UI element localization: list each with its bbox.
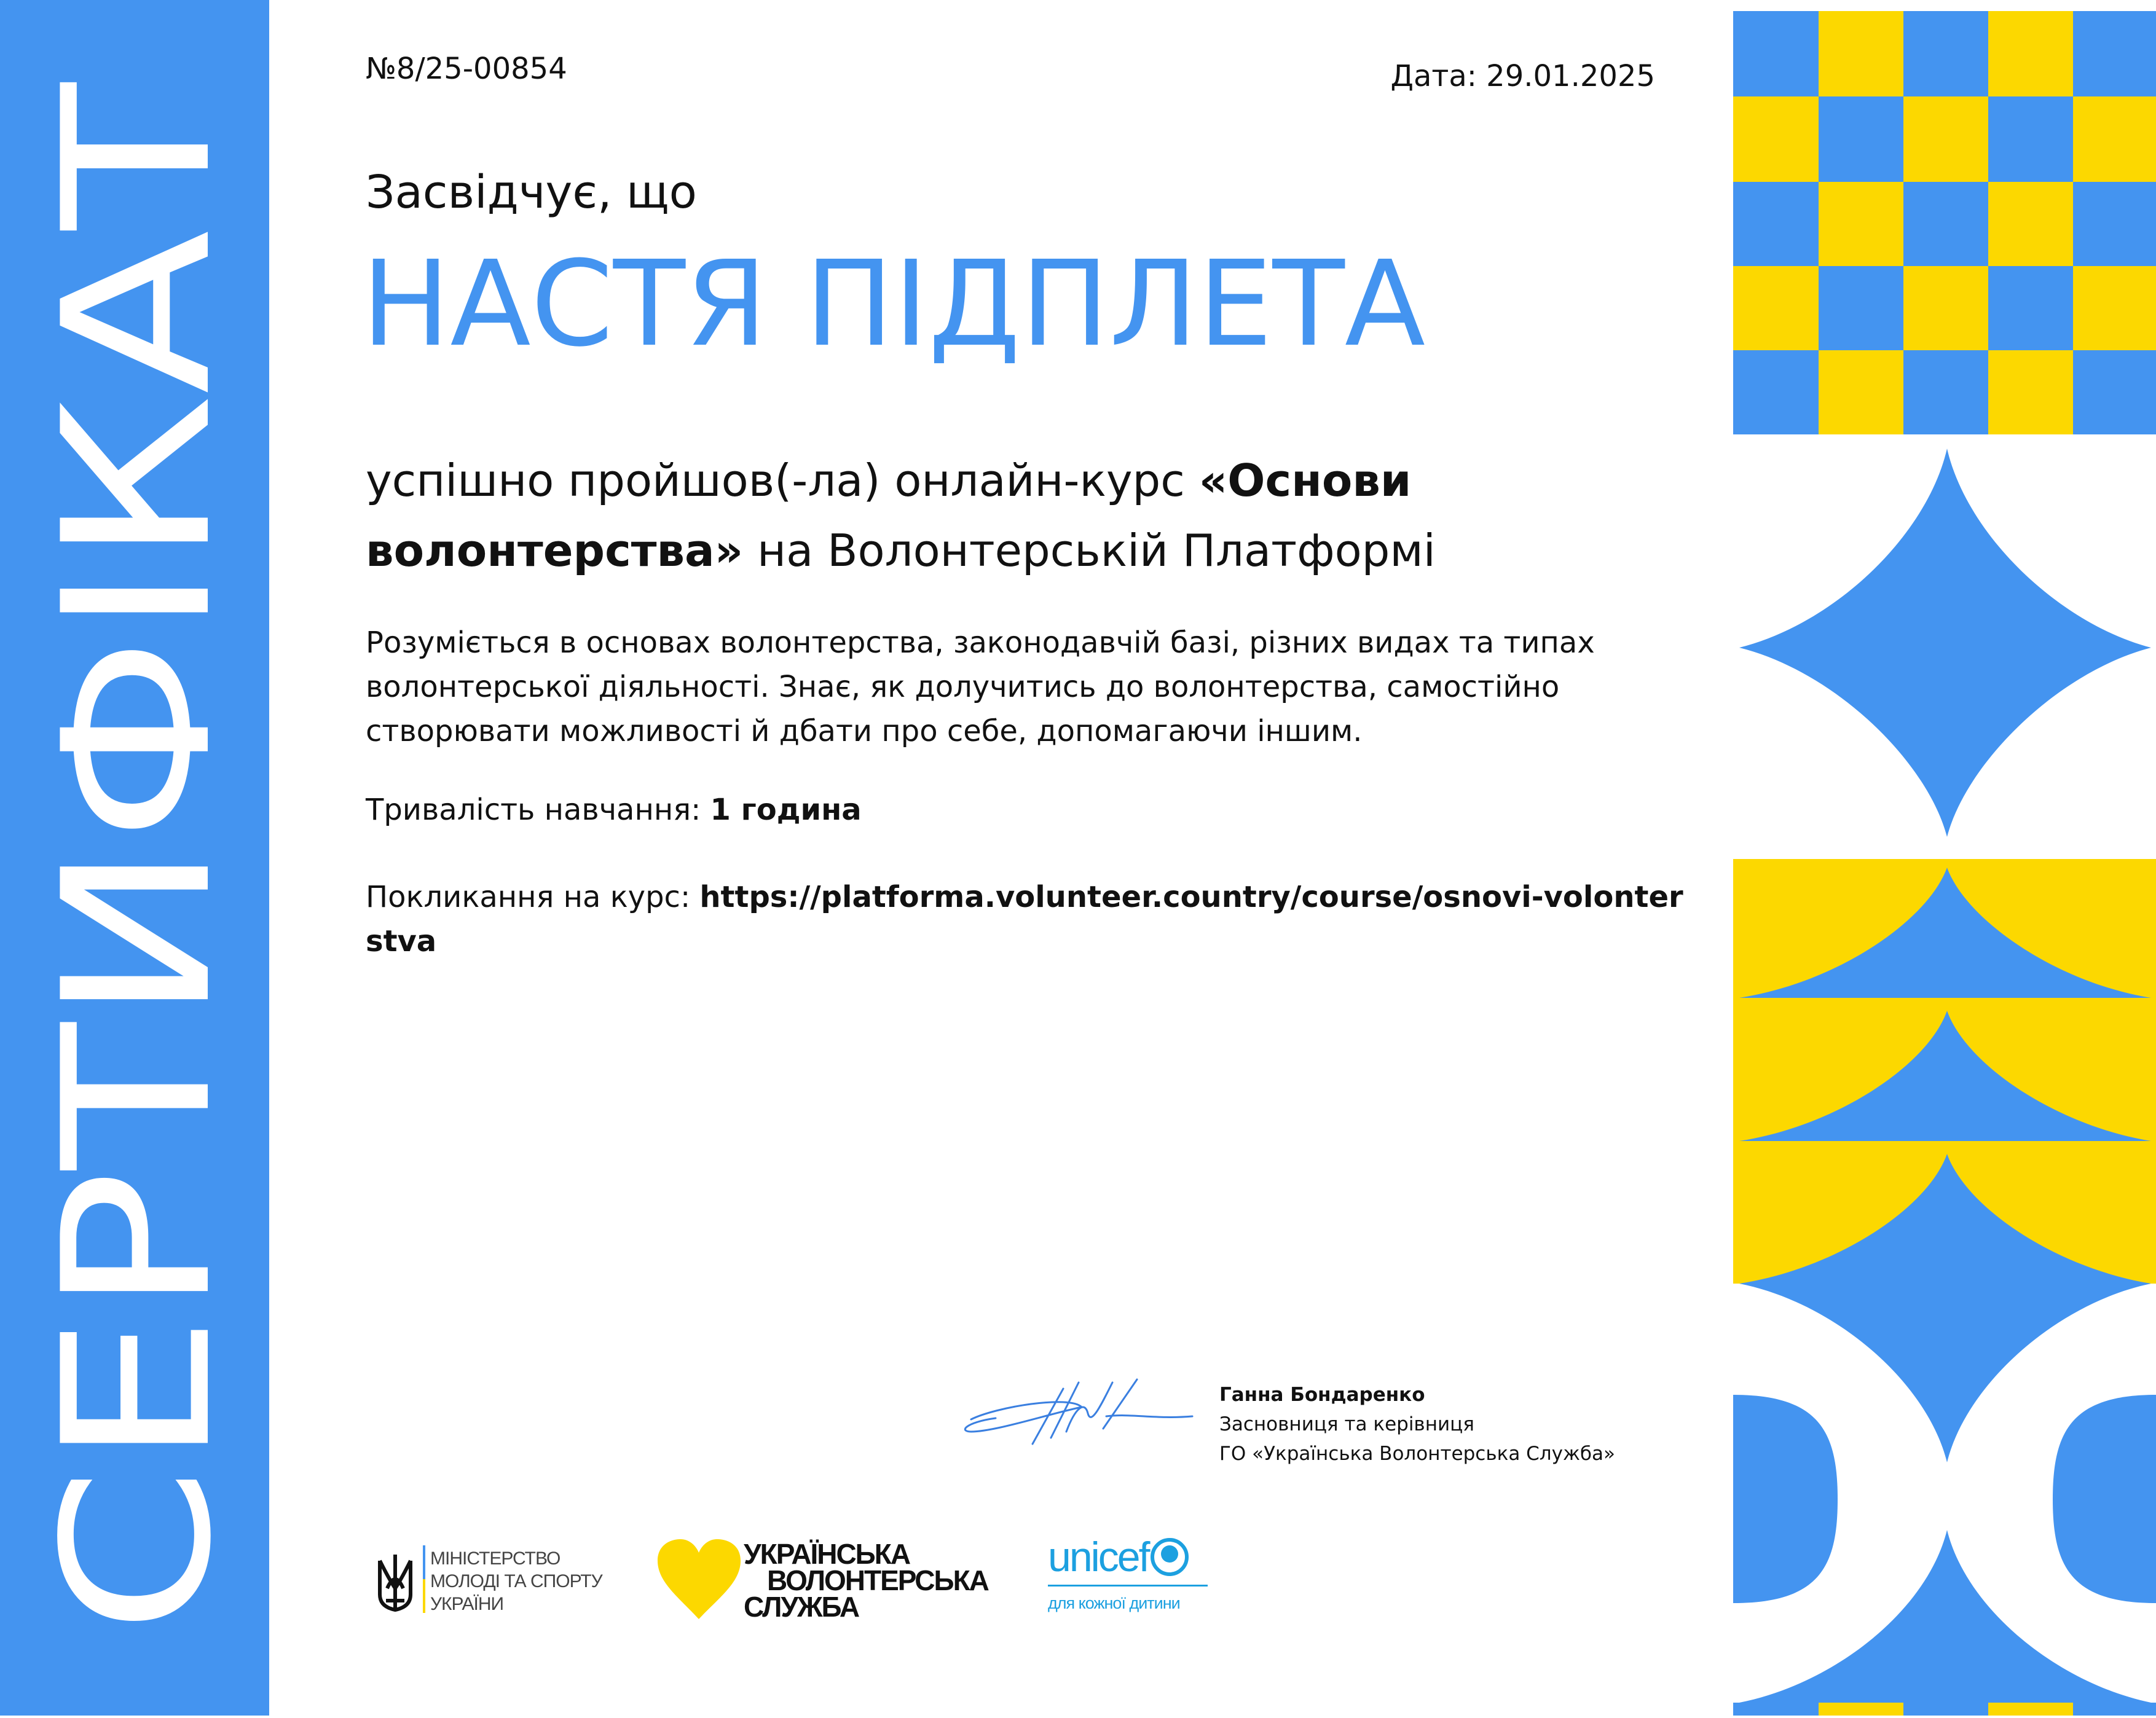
checker-cell — [1733, 1703, 1819, 1716]
checker-cell — [2073, 266, 2156, 350]
ministry-line: МОЛОДІ ТА СПОРТУ — [430, 1571, 602, 1591]
side-title-graphic — [0, 0, 269, 1716]
description-line: створювати можливості й дбати про себе, допомагаючи іншим. — [366, 714, 1363, 748]
half-ellipse-left — [1733, 1395, 1838, 1603]
course-title: «Основи волонтерства» — [366, 455, 1412, 576]
checker-cell — [2073, 1703, 2156, 1716]
checker-cell — [2073, 350, 2156, 434]
heart-icon — [655, 1539, 744, 1622]
side-title: СЕРТИФІКАТ — [20, 326, 256, 1634]
description-line: волонтерської діяльності. Знає, як долучитись до волонтерства, самостійно — [366, 670, 1560, 704]
checker-cell — [1733, 350, 1819, 434]
duration — [366, 793, 862, 827]
course-prefix: успішно пройшов(-ла) онлайн-курс — [366, 455, 1199, 506]
checker-cell — [1988, 11, 2073, 96]
checker-cell — [2073, 182, 2156, 266]
unicef-divider — [1048, 1585, 1208, 1587]
checker-cell — [1903, 1703, 1988, 1716]
checker-cell — [1988, 266, 2073, 350]
uvs-logo-text — [744, 1538, 988, 1623]
checker-cell — [1819, 182, 1903, 266]
link-label: Покликання на курс: — [366, 880, 700, 914]
signature-image — [959, 1370, 1205, 1456]
signatory-org: ГО «Українська Волонтерська Служба» — [1219, 1443, 1615, 1465]
checker-cell — [1819, 1703, 1903, 1716]
duration-label: Тривалість навчання: — [366, 793, 710, 827]
intro-text: Засвідчує, що — [366, 166, 697, 219]
half-ellipse-right — [2053, 1395, 2156, 1603]
checker-cell — [2073, 11, 2156, 96]
checker-cell — [1819, 266, 1903, 350]
course-url[interactable]: https://platforma.volunteer.country/course/osnovi-volonterstva — [366, 880, 1683, 959]
duration-value: 1 година — [710, 793, 862, 827]
recipient-name: НАСТЯ ПІДПЛЕТА — [361, 236, 1426, 373]
ministry-color-bar — [423, 1545, 425, 1613]
course-link — [366, 875, 1687, 963]
checker-cell — [1733, 96, 1819, 182]
certificate-number: №8/25-00854 — [366, 52, 567, 86]
signatory-block — [1219, 1380, 1615, 1469]
checker-cell — [1903, 96, 1988, 182]
star-shape — [1739, 449, 2151, 837]
checker-cell — [1988, 96, 2073, 182]
checker-cell — [1903, 266, 1988, 350]
unicef-tagline: для кожної дитини — [1048, 1594, 1180, 1612]
checker-cell — [1903, 350, 1988, 434]
checker-cell — [1733, 11, 1819, 96]
checker-cell — [1903, 182, 1988, 266]
checker-cell — [1819, 11, 1903, 96]
uvs-line: УКРАЇНСЬКА — [744, 1538, 910, 1570]
ministry-logo-text — [430, 1547, 602, 1615]
issue-date: Дата: 29.01.2025 — [1390, 59, 1655, 93]
checker-cell — [1988, 182, 2073, 266]
checker-cell — [1988, 350, 2073, 434]
checker-cell — [1903, 11, 1988, 96]
uvs-line: СЛУЖБА — [744, 1591, 859, 1623]
signatory-role: Засновниця та керівниця — [1219, 1413, 1474, 1435]
ministry-line: МІНІСТЕРСТВО — [430, 1548, 561, 1569]
course-suffix: на Волонтерській Платформі — [743, 525, 1436, 576]
ministry-line: УКРАЇНИ — [430, 1594, 504, 1614]
checker-cell — [1733, 266, 1819, 350]
checker-cell — [1819, 350, 1903, 434]
checker-cell — [1988, 1703, 2073, 1716]
description-line: Розуміється в основах волонтерства, законодавчій базі, різних видах та типах — [366, 626, 1595, 660]
uvs-line: ВОЛОНТЕРСЬКА — [767, 1564, 988, 1596]
side-band — [0, 0, 269, 1716]
trident-icon — [374, 1551, 417, 1616]
globe-icon — [1148, 1536, 1191, 1579]
unicef-logo — [1048, 1533, 1208, 1613]
checker-cell — [2073, 96, 2156, 182]
decorative-pattern — [1733, 0, 2156, 1716]
unicef-wordmark: unicef — [1048, 1534, 1149, 1580]
checker-cell — [1733, 182, 1819, 266]
checker-cell — [1819, 96, 1903, 182]
course-statement — [366, 445, 1687, 586]
course-description — [366, 621, 1687, 753]
signatory-name: Ганна Бондаренко — [1219, 1384, 1425, 1406]
